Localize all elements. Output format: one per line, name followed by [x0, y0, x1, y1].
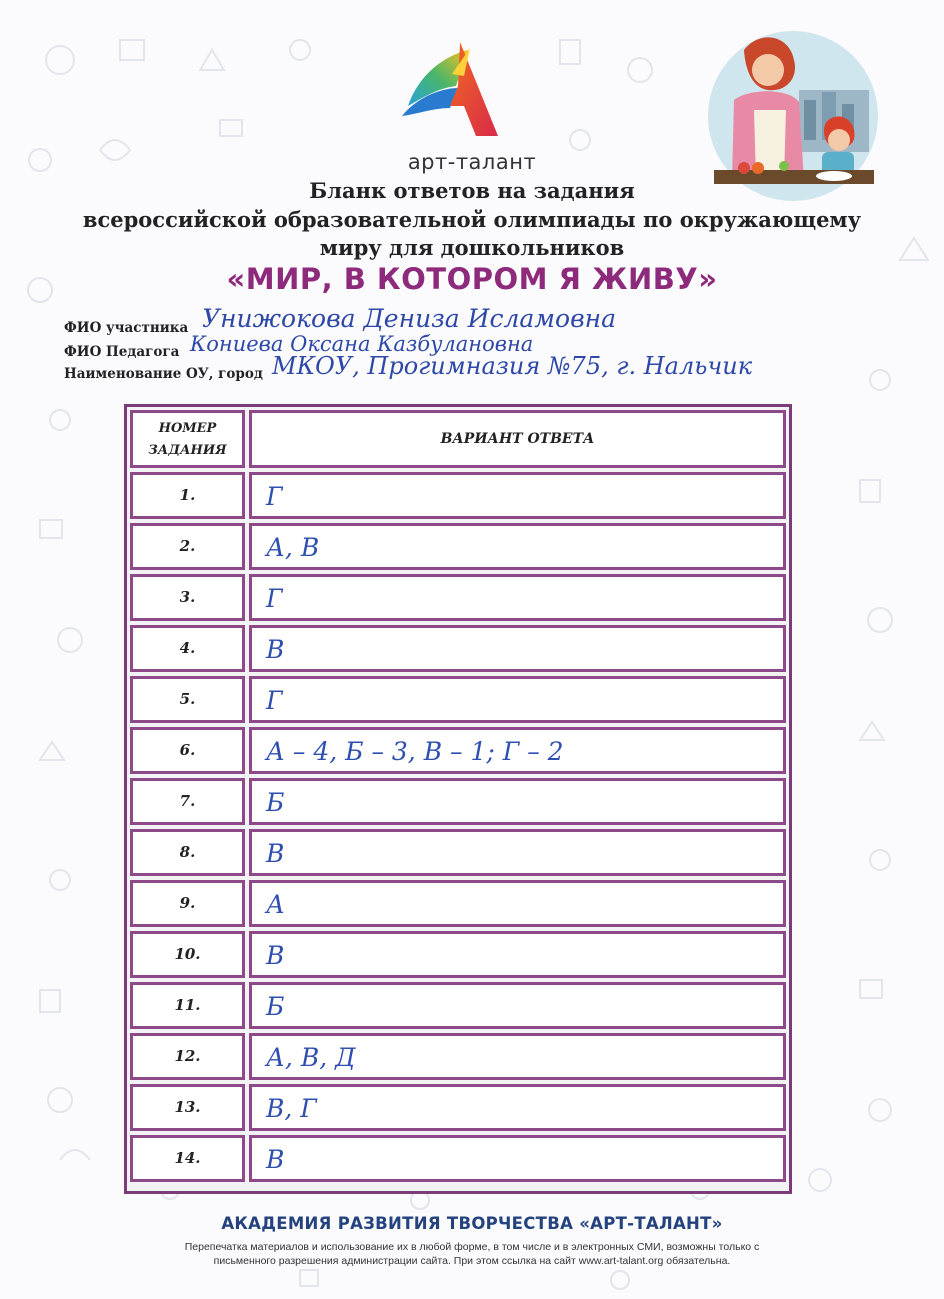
answer-cell[interactable]: Г: [249, 574, 786, 621]
answer-cell[interactable]: Б: [249, 982, 786, 1029]
school-value: МКОУ, Прогимназия №75, г. Нальчик: [272, 352, 753, 380]
task-number: 2.: [130, 523, 245, 570]
table-row: [130, 1135, 786, 1182]
table-row: [130, 472, 786, 519]
table-row: [130, 676, 786, 723]
task-number: 7.: [130, 778, 245, 825]
header-line-2: всероссийской образовательной олимпиады по окружающему: [82, 207, 862, 232]
table-row: [130, 1084, 786, 1131]
footer-notice-line-1: Перепечатка материалов и использование их в любой форме, в том числе и в электронных СМИ, возможны только с: [184, 1241, 760, 1253]
mother-daughter-illustration: [704, 30, 882, 202]
answer-cell[interactable]: Б: [249, 778, 786, 825]
answer-cell[interactable]: В: [249, 931, 786, 978]
teacher-label: ФИО Педагога: [64, 344, 180, 360]
column-header-answer: ВАРИАНТ ОТВЕТА: [249, 410, 786, 468]
footer-copyright-notice: [90, 1240, 854, 1268]
answer-cell[interactable]: Г: [249, 676, 786, 723]
participant-value: Унижокова Дениза Исламовна: [202, 304, 616, 333]
task-number: 4.: [130, 625, 245, 672]
table-row: [130, 523, 786, 570]
task-number: 13.: [130, 1084, 245, 1131]
task-number: 8.: [130, 829, 245, 876]
teacher-value: Кониева Оксана Казбулановна: [190, 332, 534, 356]
table-row: [130, 829, 786, 876]
task-number: 1.: [130, 472, 245, 519]
answer-cell[interactable]: А – 4, Б – 3, В – 1; Г – 2: [249, 727, 786, 774]
olympiad-title: «МИР, В КОТОРОМ Я ЖИВУ»: [226, 262, 718, 296]
task-number: 12.: [130, 1033, 245, 1080]
table-row: [130, 1033, 786, 1080]
task-number: 3.: [130, 574, 245, 621]
table-row: [130, 931, 786, 978]
table-row: [130, 625, 786, 672]
task-number: 6.: [130, 727, 245, 774]
art-talant-logo: [398, 36, 502, 146]
task-number: 10.: [130, 931, 245, 978]
answer-cell[interactable]: В: [249, 1135, 786, 1182]
logo-brand-text: арт-талант: [407, 150, 537, 174]
table-row: [130, 574, 786, 621]
task-number: 14.: [130, 1135, 245, 1182]
answer-cell[interactable]: В, Г: [249, 1084, 786, 1131]
answer-cell[interactable]: А, В: [249, 523, 786, 570]
task-number: 5.: [130, 676, 245, 723]
answers-table: [124, 404, 792, 1194]
participant-label: ФИО участника: [64, 320, 189, 336]
header-line-3: миру для дошкольников: [319, 235, 625, 260]
column-header-task-number-line1: НОМЕР: [158, 421, 217, 436]
answer-cell[interactable]: В: [249, 625, 786, 672]
footer-notice-line-2: письменного разрешения администрации сайта. При этом ссылка на сайт www.art-talant.org обязательна.: [213, 1255, 731, 1267]
answer-cell[interactable]: В: [249, 829, 786, 876]
school-label: Наименование ОУ, город: [64, 366, 263, 382]
footer-org-name: АКАДЕМИЯ РАЗВИТИЯ ТВОРЧЕСТВА «АРТ-ТАЛАНТ»: [221, 1214, 723, 1233]
answer-cell[interactable]: А, В, Д: [249, 1033, 786, 1080]
table-row: [130, 778, 786, 825]
answer-cell[interactable]: А: [249, 880, 786, 927]
table-row: [130, 880, 786, 927]
column-header-task-number-line2: ЗАДАНИЯ: [148, 443, 227, 458]
table-row: [130, 982, 786, 1029]
answer-cell[interactable]: Г: [249, 472, 786, 519]
column-header-task-number: [130, 410, 245, 468]
header-line-1: Бланк ответов на задания: [309, 178, 635, 203]
task-number: 9.: [130, 880, 245, 927]
table-row: [130, 727, 786, 774]
task-number: 11.: [130, 982, 245, 1029]
